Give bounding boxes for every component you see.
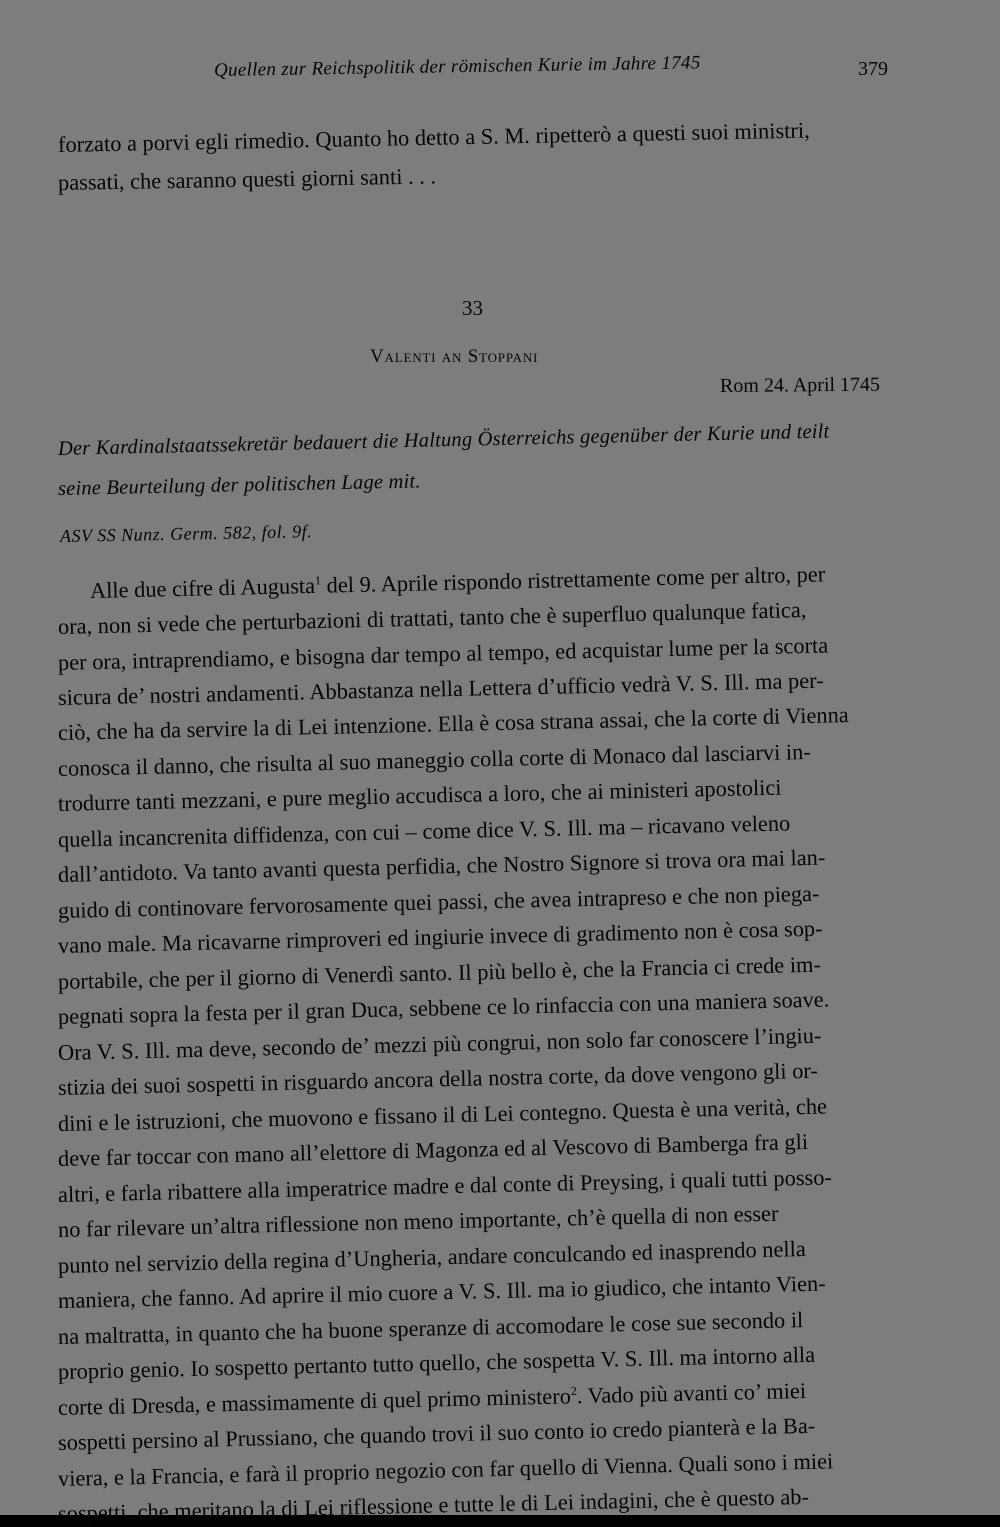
body-text: . Vado più avanti co’ miei <box>576 1378 807 1409</box>
summary-line: Der Kardinalstaatssekretär bedauert die Haltung Österreichs gegenüber der Kurie und teilt <box>57 420 830 460</box>
body-text: del 9. Aprile rispondo ristrettamente come per altro, per <box>320 561 826 598</box>
archive-source: ASV SS Nunz. Germ. 582, fol. 9f. <box>59 521 313 546</box>
body-line: per ora, intraprendiamo, e bisogna dar tempo al tempo, ed acquistar lume per la scorta <box>57 632 829 675</box>
body-line: portabile, che per il giorno di Venerdì santo. Il più bello è, che la Francia ci crede im- <box>57 951 822 994</box>
body-line: trodurre tanti mezzani, e pure meglio accudisca a loro, che ai ministeri apostolici <box>57 774 782 816</box>
body-line: no far rilevare un’altra riflessione non meno importante, ch’è quella di non esser <box>57 1200 779 1242</box>
footnote-marker: 1 <box>314 573 322 588</box>
summary-line: seine Beurteilung der politischen Lage mit. <box>57 470 421 500</box>
body-line: pegnati sopra la festa per il gran Duca, sebbene ce lo rinfaccia con una maniera soave. <box>57 986 830 1029</box>
body-text: corte di Dresda, e massimamente di quel primo ministero <box>57 1383 572 1420</box>
body-line: punto nel servizio della regina d’Ungheria, andare conculcando ed inasprendo nella <box>57 1236 807 1278</box>
body-line: altri, e farla ribattere alla imperatrice madre e dal conte di Preysing, i quali tutti posso- <box>57 1164 833 1207</box>
footnote-marker: 2 <box>570 1383 577 1398</box>
body-line: ora, non si vede che perturbazioni di trattati, tanto che è superfluo qualunque fatica, <box>57 597 807 639</box>
running-head: Quellen zur Reichspolitik der römischen Kurie im Jahre 1745 <box>213 52 701 81</box>
body-line: ciò, che ha da servire la di Lei intenzione. Ella è cosa strana assai, che la corte di Vienna <box>57 702 849 745</box>
body-text: Alle due cifre di Augusta <box>89 572 316 603</box>
body-line: proprio genio. Io sospetto pertanto tutto quello, che sospetta V. S. Ill. ma intorno alla <box>57 1341 816 1384</box>
continuation-line: forzato a porvi egli rimedio. Quanto ho detto a S. M. ripetterò a questi suoi ministri, <box>57 117 810 157</box>
body-line: deve far toccar con mano all’elettore di Magonza ed al Vescovo di Bamberga fra gli <box>57 1128 809 1171</box>
continuation-line: passati, che saranno questi giorni santi . . . <box>57 163 437 195</box>
document-number: 33 <box>462 296 483 320</box>
body-line <box>90 561 826 604</box>
body-line: sicura de’ nostri andamenti. Abbastanza nella Lettera d’ufficio vedrà V. S. Ill. ma per- <box>57 667 824 710</box>
body-line: viera, e la Francia, e farà il proprio negozio con far quello di Vienna. Quali sono i miei <box>57 1448 834 1491</box>
body-line: Ora V. S. Ill. ma deve, secondo de’ mezzi più congrui, non solo far conoscere l’ingiu- <box>57 1022 822 1065</box>
body-line: conosca il danno, che risulta al suo maneggio colla corte di Monaco dal lasciarvi in- <box>57 738 812 781</box>
document-heading: Valenti an Stoppani <box>370 346 539 367</box>
body-line: dall’antidoto. Va tanto avanti questa perfidia, che Nostro Signore si trova ora mai lan- <box>57 844 826 887</box>
body-line: guido di continovare fervorosamente quei passi, che avea intrapreso e che non piega- <box>57 880 820 923</box>
body-line: maniera, che fanno. Ad aprire il mio cuore a V. S. Ill. ma io giudico, che intanto Vien- <box>57 1270 826 1313</box>
body-line: quella incancrenita diffidenza, con cui – come dice V. S. Ill. ma – ricavano veleno <box>57 810 791 852</box>
page-number: 379 <box>858 58 888 80</box>
body-line: sospetti persino al Prussiano, che quando trovi il suo conto io credo pianterà e la Ba- <box>57 1412 816 1455</box>
body-line: vano male. Ma ricavarne rimproveri ed ingiurie invece di gradimento non è cosa sop- <box>57 915 823 958</box>
body-line: sospetti, che meritano la di Lei riflessione e tutte le di Lei indagini, che è questo ab- <box>57 1483 810 1526</box>
body-line: stizia dei suoi sospetti in risguardo ancora della nostra corte, da dove vengono gli or- <box>57 1057 819 1100</box>
document-place-date: Rom 24. April 1745 <box>719 373 881 397</box>
body-line: dini e le istruzioni, che muovono e fissano il di Lei contegno. Questa è una verità, che <box>57 1093 828 1136</box>
body-line: na maltratta, in quanto che ha buone speranze di accomodare le cose sue secondo il <box>57 1307 804 1349</box>
